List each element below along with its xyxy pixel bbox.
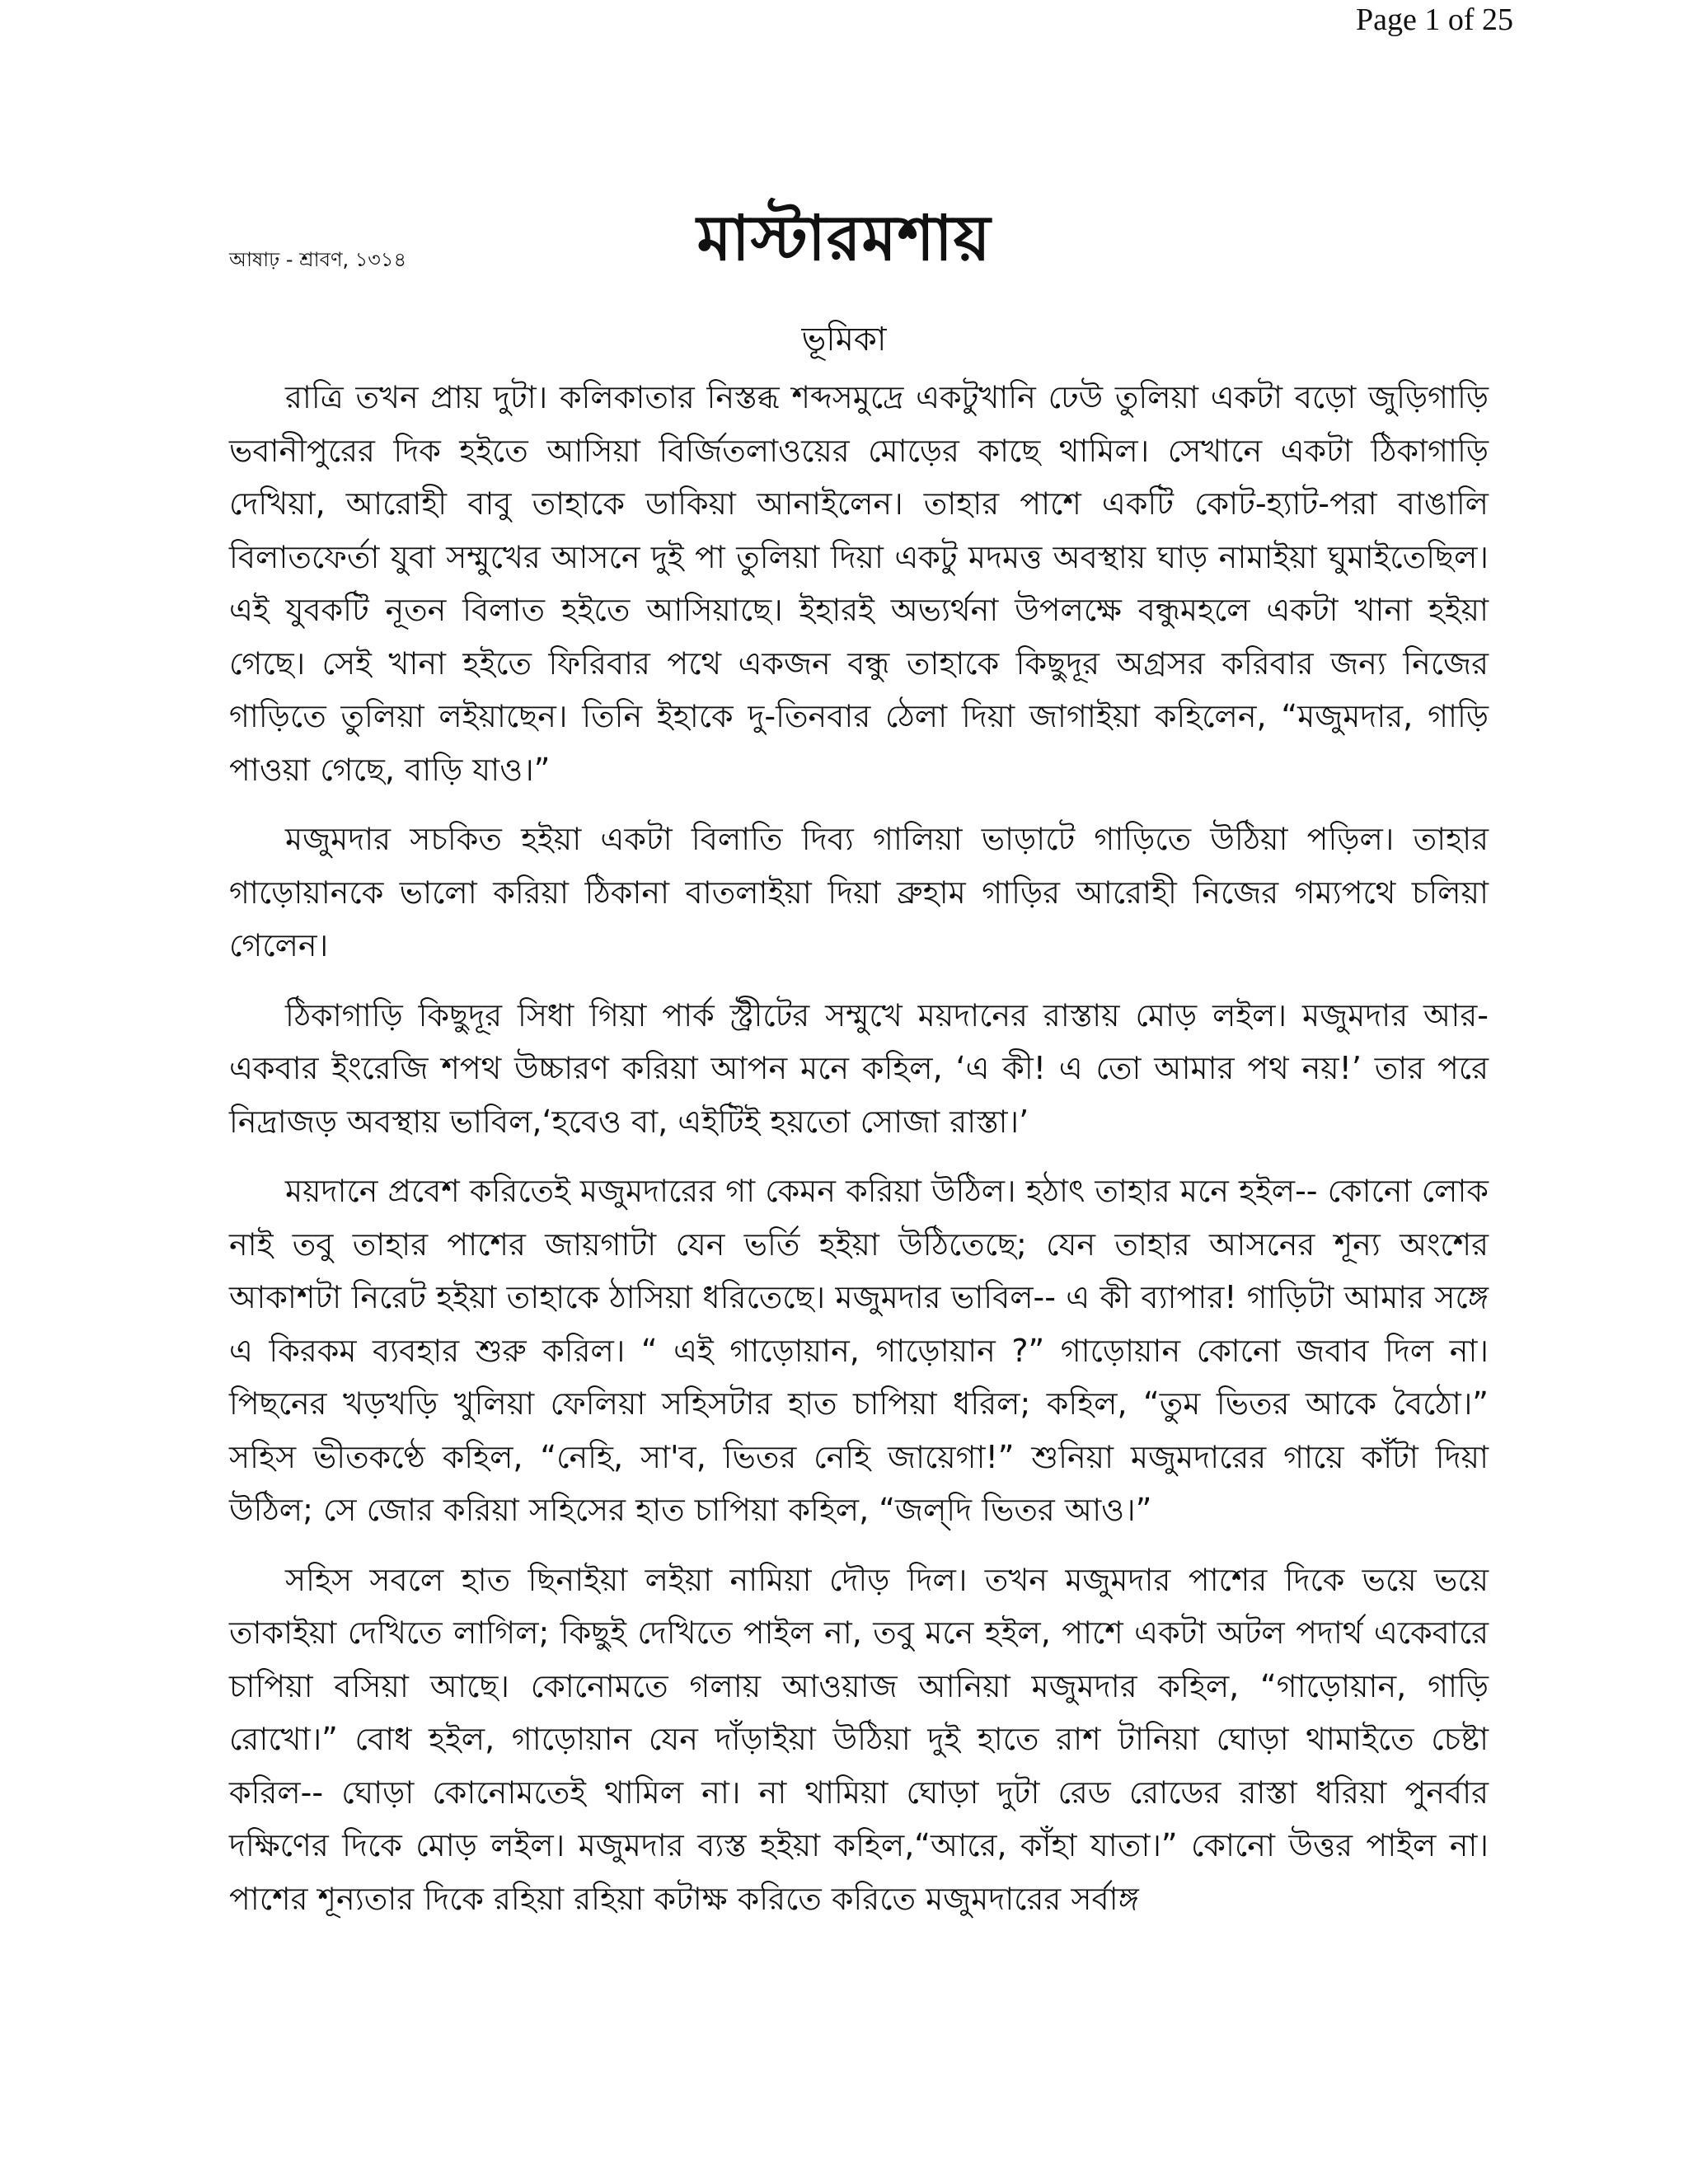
document-title: মাস্টারমশায়	[696, 200, 992, 274]
paragraph: মজুমদার সচকিত হইয়া একটা বিলাতি দিব্য গালিয়া ভাড়াটে গাড়িতে উঠিয়া পড়িল। তাহার গাড়োয়ানকে ভালো করিয়া ঠিকানা বাতলাইয়া দিয়া ব্রুহাম গাড়ির আরোহী নিজের গম্যপথে চলিয়া গেলেন।	[229, 821, 1489, 963]
section-heading: ভূমিকা	[801, 321, 887, 359]
dateline: আষাঢ় - শ্রাবণ, ১৩১৪	[229, 248, 407, 271]
page-number: Page 1 of 25	[1355, 2, 1513, 37]
paragraph: ঠিকাগাড়ি কিছুদূর সিধা গিয়া পার্ক স্ট্রীটের সম্মুখে ময়দানের রাস্তায় মোড় লইল। মজুমদার আর-একবার ইংরেজি শপথ উচ্চারণ করিয়া আপন মনে কহিল, ‘এ কী! এ তো আমার পথ নয়!’ তার পরে নিদ্রাজড় অবস্থায় ভাবিল,‘হবেও বা, এইটিই হয়তো সোজা রাস্তা।’	[229, 996, 1489, 1140]
body-text	[229, 371, 1489, 1942]
paragraph: ময়দানে প্রবেশ করিতেই মজুমদারের গা কেমন করিয়া উঠিল। হঠাৎ তাহার মনে হইল-- কোনো লোক নাই তবু তাহার পাশের জায়গাটা যেন ভর্তি হইয়া উঠিতেছে; যেন তাহার আসনের শূন্য অংশের আকাশটা নিরেট হইয়া তাহাকে ঠাসিয়া ধরিতেছে। মজুমদার ভাবিল-- এ কী ব্যাপার! গাড়িটা আমার সঙ্গে এ কিরকম ব্যবহার শুরু করিল। “ এই গাড়োয়ান, গাড়োয়ান ?” গাড়োয়ান কোনো জবাব দিল না। পিছনের খড়খড়ি খুলিয়া ফেলিয়া সহিসটার হাত চাপিয়া ধরিল; কহিল, “তুম ভিতর আকে বৈঠো।” সহিস ভীতকণ্ঠে কহিল, “নেহি, সা'ব, ভিতর নেহি জায়েগা!” শুনিয়া মজুমদারের গায়ে কাঁটা দিয়া উঠিল; সে জোর করিয়া সহিসের হাত চাপিয়া কহিল, “জল্‌দি ভিতর আও।”	[229, 1173, 1489, 1528]
paragraph: রাত্রি তখন প্রায় দুটা। কলিকাতার নিস্তব্ধ শব্দসমুদ্রে একটুখানি ঢেউ তুলিয়া একটা বড়ো জুড়িগাড়ি ভবানীপুরের দিক হইতে আসিয়া বির্জিতলাওয়ের মোড়ের কাছে থামিল। সেখানে একটা ঠিকাগাড়ি দেখিয়া, আরোহী বাবু তাহাকে ডাকিয়া আনাইলেন। তাহার পাশে একটি কোট-হ্যাট-পরা বাঙালি বিলাতফের্তা যুবা সম্মুখের আসনে দুই পা তুলিয়া দিয়া একটু মদমত্ত অবস্থায় ঘাড় নামাইয়া ঘুমাইতেছিল। এই যুবকটি নূতন বিলাত হইতে আসিয়াছে। ইহারই অভ্যর্থনা উপলক্ষে বন্ধুমহলে একটা খানা হইয়া গেছে। সেই খানা হইতে ফিরিবার পথে একজন বন্ধু তাহাকে কিছুদূর অগ্রসর করিবার জন্য নিজের গাড়িতে তুলিয়া লইয়াছেন। তিনি ইহাকে দু-তিনবার ঠেলা দিয়া জাগাইয়া কহিলেন, “মজুমদার, গাড়ি পাওয়া গেছে, বাড়ি যাও।”	[229, 379, 1489, 788]
paragraph: সহিস সবলে হাত ছিনাইয়া লইয়া নামিয়া দৌড় দিল। তখন মজুমদার পাশের দিকে ভয়ে ভয়ে তাকাইয়া দেখিতে লাগিল; কিছুই দেখিতে পাইল না, তবু মনে হইল, পাশে একটা অটল পদার্থ একেবারে চাপিয়া বসিয়া আছে। কোনোমতে গলায় আওয়াজ আনিয়া মজুমদার কহিল, “গাড়োয়ান, গাড়ি রোখো।” বোধ হইল, গাড়োয়ান যেন দাঁড়াইয়া উঠিয়া দুই হাতে রাশ টানিয়া ঘোড়া থামাইতে চেষ্টা করিল-- ঘোড়া কোনোমতেই থামিল না। না থামিয়া ঘোড়া দুটা রেড রোডের রাস্তা ধরিয়া পুনর্বার দক্ষিণের দিকে মোড় লইল। মজুমদার ব্যস্ত হইয়া কহিল,“আরে, কাঁহা যাতা।” কোনো উত্তর পাইল না। পাশের শূন্যতার দিকে রহিয়া রহিয়া কটাক্ষ করিতে করিতে মজুমদারের সর্বাঙ্গ	[229, 1561, 1489, 1917]
